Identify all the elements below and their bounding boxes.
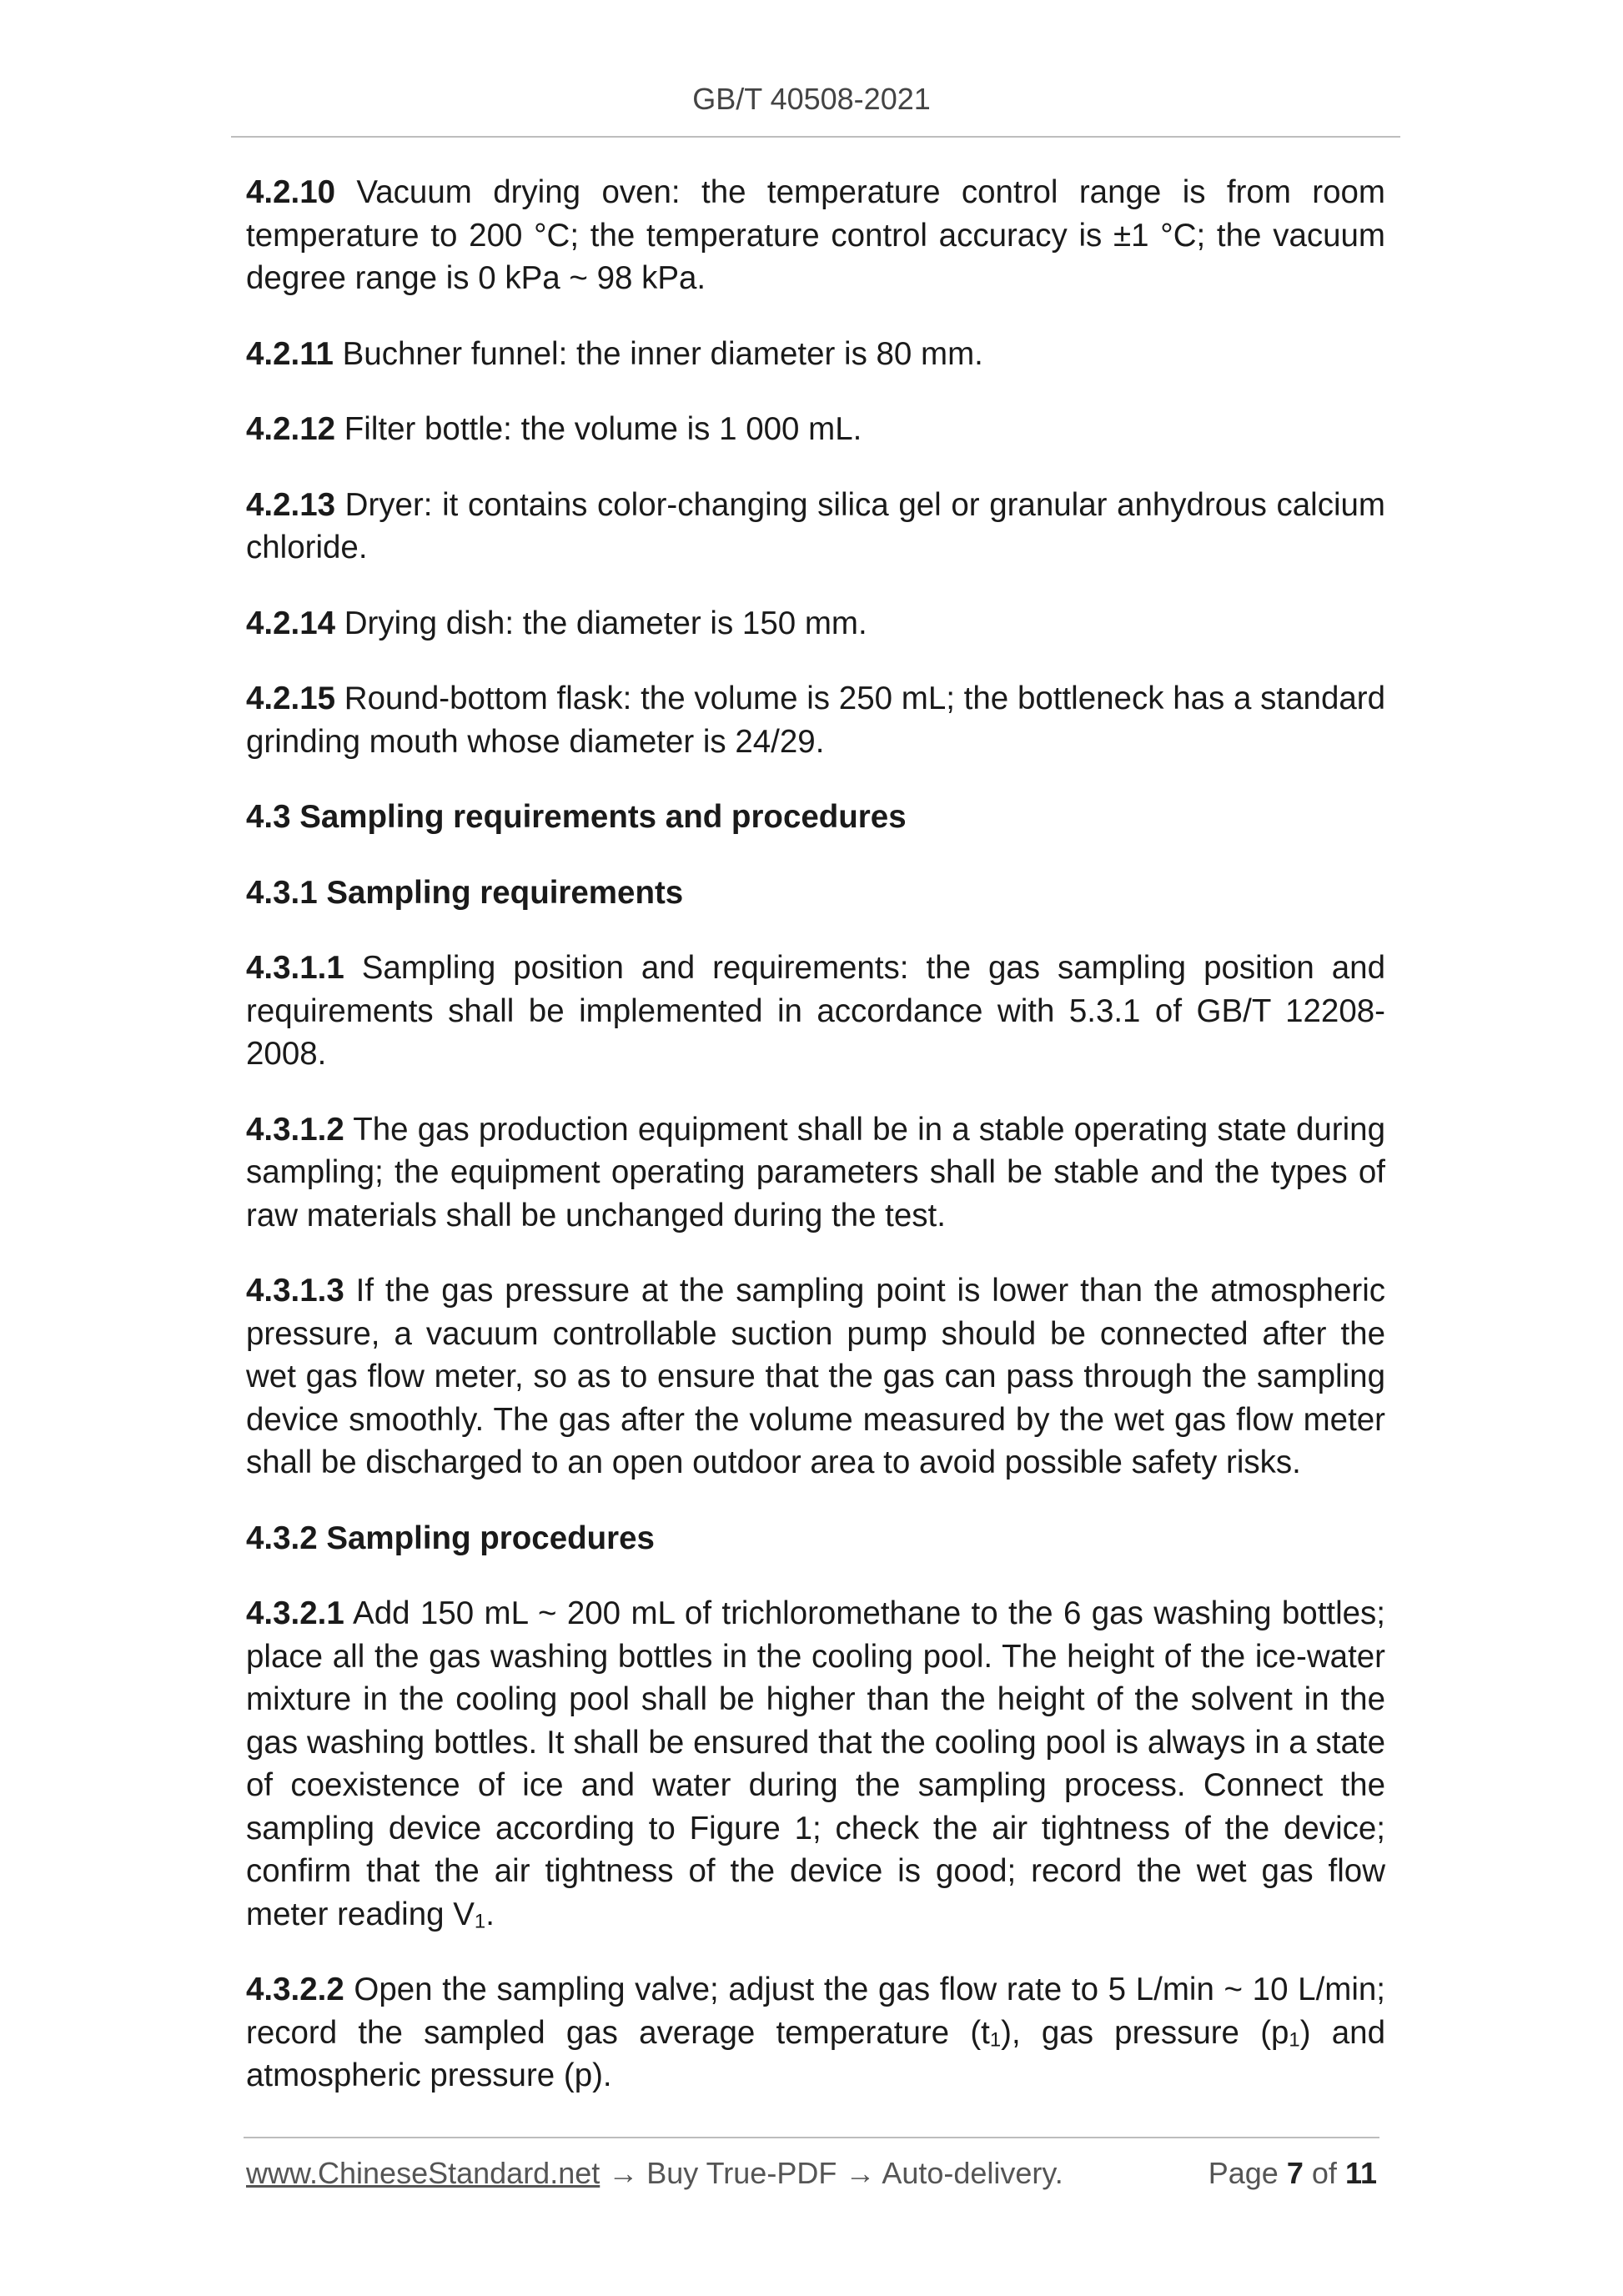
header-divider bbox=[231, 136, 1400, 138]
website-link[interactable]: www.ChineseStandard.net bbox=[246, 2156, 600, 2190]
clause-4-2-15 bbox=[246, 677, 1385, 763]
section-heading-4-3: 4.3 Sampling requirements and procedures bbox=[246, 799, 907, 835]
clause-number: 4.3.2.2 bbox=[246, 1972, 344, 2007]
clause-text: Filter bottle: the volume is 1 000 mL. bbox=[335, 411, 862, 447]
document-body bbox=[246, 171, 1385, 2130]
clause-number: 4.2.13 bbox=[246, 486, 336, 523]
clause-text: ) and atmospheric pressure (p). bbox=[246, 2014, 1385, 2093]
clause-number: 4.3.1.2 bbox=[246, 1111, 344, 1148]
current-page: 7 bbox=[1286, 2156, 1304, 2190]
clause-text: Drying dish: the diameter is 150 mm. bbox=[335, 605, 867, 641]
page-number bbox=[1208, 2156, 1377, 2191]
clause-text: Open the sampling valve; adjust the gas flow rate to 5 L/min ~ 10 L/min; record the sampled gas average temperature (t bbox=[246, 1972, 1385, 2051]
section-heading-4-3-2: 4.3.2 Sampling procedures bbox=[246, 1520, 655, 1556]
section-heading-4-3-1: 4.3.1 Sampling requirements bbox=[246, 874, 684, 911]
clause-4-2-11 bbox=[246, 333, 1385, 376]
clause-4-3-2-2 bbox=[246, 1968, 1385, 2098]
clause-4-3-2-1 bbox=[246, 1592, 1385, 1936]
clause-4-3-1-2 bbox=[246, 1108, 1385, 1238]
clause-text: If the gas pressure at the sampling point is lower than the atmospheric pressure, a vacuum controllable suction pump should be connected after the wet gas flow meter, so as to ensure that the gas can pass through the sampling device smoothly. The gas after the volume measured by the wet gas flow meter shall be discharged to an open outdoor area to avoid possible safety risks. bbox=[246, 1273, 1385, 1480]
clause-text: Sampling position and requirements: the gas sampling position and requirements shall be implemented in accordance with 5.3.1 of GB/T 12208-2008. bbox=[246, 950, 1385, 1072]
footer-divider bbox=[244, 2137, 1379, 2138]
clause-number: 4.2.12 bbox=[246, 411, 336, 447]
clause-number: 4.2.11 bbox=[246, 335, 334, 372]
subscript: 1 bbox=[1289, 2028, 1300, 2052]
clause-4-2-14 bbox=[246, 602, 1385, 646]
clause-text: The gas production equipment shall be in a stable operating state during sampling; the equipment operating parameters shall be stable and the types of raw materials shall be unchanged during the test. bbox=[246, 1111, 1385, 1233]
clause-number: 4.2.10 bbox=[246, 174, 336, 210]
clause-number: 4.2.14 bbox=[246, 605, 336, 641]
clause-4-3-1-3 bbox=[246, 1269, 1385, 1485]
subscript: 1 bbox=[989, 2028, 1002, 2052]
page-label: Page bbox=[1208, 2156, 1279, 2190]
total-pages: 11 bbox=[1344, 2156, 1377, 2190]
clause-text: ), gas pressure (p bbox=[1001, 2014, 1289, 2051]
clause-4-3-1-1 bbox=[246, 947, 1385, 1076]
clause-text: Dryer: it contains color-changing silica gel or granular anhydrous calcium chloride. bbox=[246, 486, 1385, 565]
footer-left bbox=[246, 2156, 1063, 2191]
document-header: GB/T 40508-2021 bbox=[692, 82, 931, 116]
footer-promo-text: → Buy True-PDF → Auto-delivery. bbox=[600, 2156, 1063, 2190]
clause-4-2-13 bbox=[246, 484, 1385, 570]
subscript: 1 bbox=[474, 1910, 486, 1933]
clause-text: Vacuum drying oven: the temperature control range is from room temperature to 200 °C; the temperature control accuracy is ±1 °C; the vacuum degree range is 0 kPa ~ 98 kPa. bbox=[246, 174, 1385, 296]
clause-text: Buchner funnel: the inner diameter is 80 mm. bbox=[333, 335, 983, 372]
clause-text-tail: . bbox=[485, 1896, 495, 1932]
clause-number: 4.3.2.1 bbox=[246, 1595, 344, 1631]
page-footer bbox=[246, 2156, 1377, 2191]
clause-4-2-12 bbox=[246, 408, 1385, 451]
clause-4-2-10 bbox=[246, 171, 1385, 300]
clause-text: Round-bottom flask: the volume is 250 mL; the bottleneck has a standard grinding mouth whose diameter is 24/29. bbox=[246, 681, 1385, 760]
clause-text: Add 150 mL ~ 200 mL of trichloromethane to the 6 gas washing bottles; place all the gas washing bottles in the cooling pool. The height of the ice-water mixture in the cooling pool shall be higher than the height of the solvent in the gas washing bottles. It shall be ensured that the cooling pool is always in a state of coexistence of ice and water during the sampling process. Connect the sampling device according to Figure 1; check the air tightness of the device; confirm that the air tightness of the device is good; record the wet gas flow meter reading V bbox=[246, 1595, 1385, 1932]
of-label: of bbox=[1311, 2156, 1337, 2190]
clause-number: 4.2.15 bbox=[246, 681, 336, 716]
clause-number: 4.3.1.3 bbox=[246, 1273, 344, 1309]
clause-number: 4.3.1.1 bbox=[246, 950, 344, 986]
